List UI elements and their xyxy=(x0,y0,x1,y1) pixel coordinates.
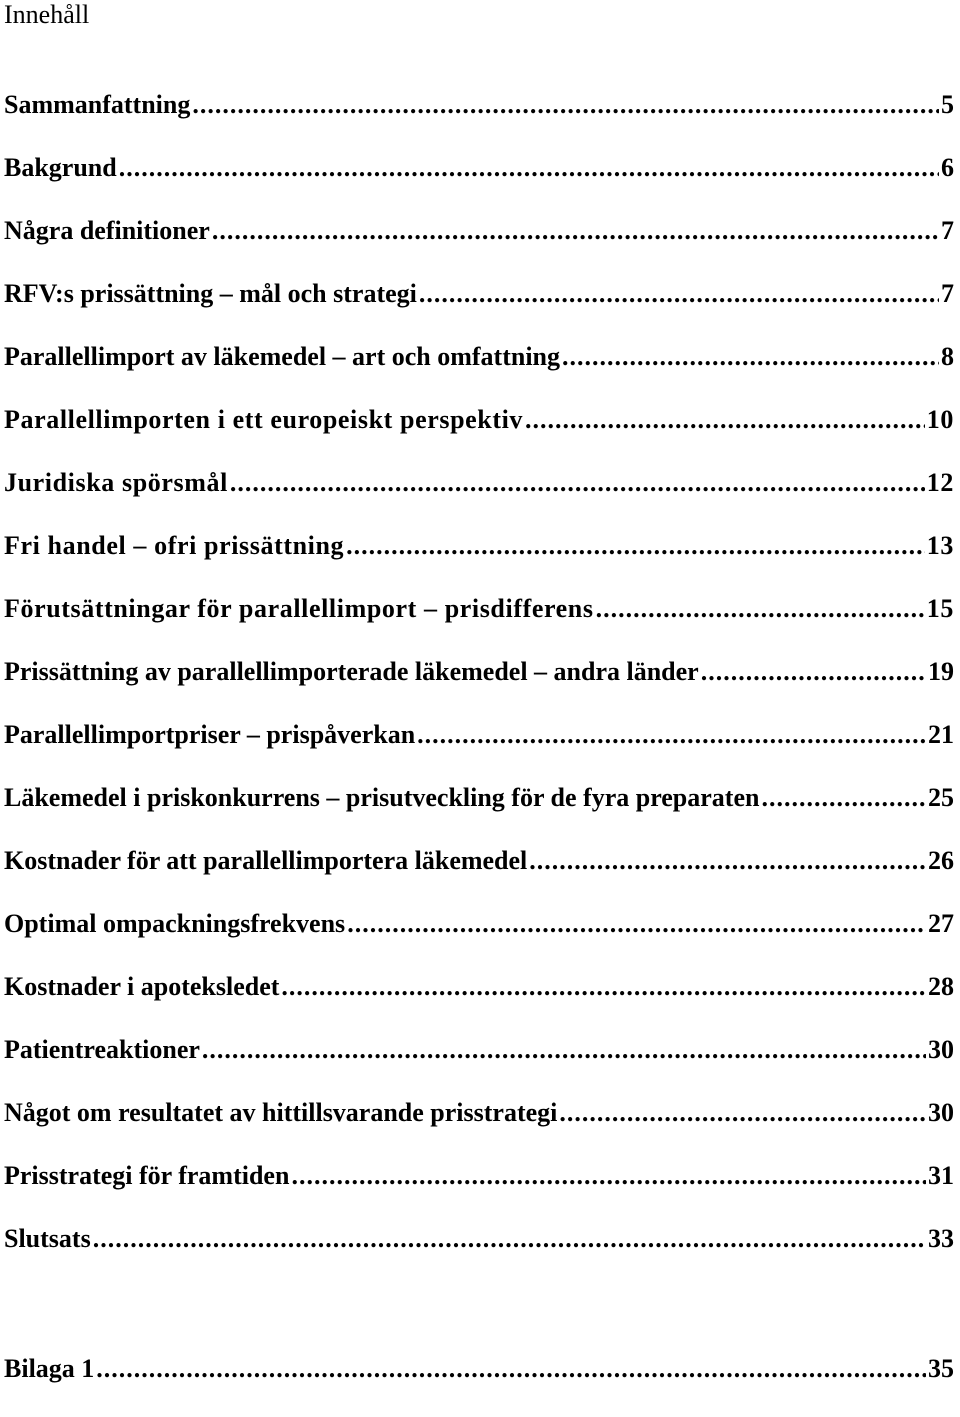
dot-leader xyxy=(525,405,925,435)
toc-entry-label: Bakgrund xyxy=(4,153,117,182)
toc-entry-page: 13 xyxy=(926,531,954,560)
toc-entry-page: 25 xyxy=(928,783,954,812)
toc-entry-label: Parallellimport av läkemedel – art och omfattning xyxy=(4,342,561,371)
toc-entry-page: 15 xyxy=(926,594,954,623)
toc-entry-page: 5 xyxy=(941,90,954,119)
toc-entry-prissattning-andra-lander[interactable] xyxy=(4,657,954,720)
toc-entry-resultatet-prisstrategi[interactable] xyxy=(4,1098,954,1161)
toc-entry-label: Förutsättningar för parallellimport – prisdifferens xyxy=(4,594,594,623)
toc-entry-page: 33 xyxy=(928,1224,954,1253)
dot-leader xyxy=(119,153,939,183)
dot-leader xyxy=(212,216,939,246)
toc-entry-label: Sammanfattning xyxy=(4,90,191,119)
toc-entry-parallellimport-art[interactable] xyxy=(4,342,954,405)
toc-entry-label: RFV:s prissättning – mål och strategi xyxy=(4,279,417,308)
toc-entry-prisstrategi-framtiden[interactable] xyxy=(4,1161,954,1224)
toc-entry-page: 35 xyxy=(928,1354,954,1383)
toc-entry-kostnader-parallellimportera[interactable] xyxy=(4,846,954,909)
toc-entry-page: 12 xyxy=(926,468,954,497)
dot-leader xyxy=(93,1224,926,1254)
toc-entry-europeiskt-perspektiv[interactable] xyxy=(4,405,954,468)
toc-entry-juridiska-sporsmal[interactable] xyxy=(4,468,954,531)
toc-entry-page: 30 xyxy=(928,1098,954,1127)
toc-entry-page: 10 xyxy=(926,405,954,434)
toc-entry-label: Parallellimporten i ett europeiskt perspektiv xyxy=(4,405,524,434)
toc-entry-slutsats[interactable] xyxy=(4,1224,954,1287)
toc-entry-bakgrund[interactable] xyxy=(4,153,954,216)
toc-entry-label: Patientreaktioner xyxy=(4,1035,200,1064)
dot-leader xyxy=(562,342,939,372)
toc-entry-lakemedel-priskonkurrens[interactable] xyxy=(4,783,954,846)
toc-entry-page: 30 xyxy=(928,1035,954,1064)
toc-entry-page: 6 xyxy=(941,153,954,182)
toc-entry-label: Läkemedel i priskonkurrens – prisutveckling för de fyra preparaten xyxy=(4,783,760,812)
toc-entry-page: 7 xyxy=(941,279,954,308)
toc-entry-optimal-ompackningsfrekvens[interactable] xyxy=(4,909,954,972)
toc-entry-label: Optimal ompackningsfrekvens xyxy=(4,909,346,938)
toc-list xyxy=(4,90,954,1287)
toc-entry-label: Fri handel – ofri prissättning xyxy=(4,531,345,560)
toc-entry-label: Juridiska spörsmål xyxy=(4,468,228,497)
toc-entry-parallellimportpriser[interactable] xyxy=(4,720,954,783)
toc-entry-patientreaktioner[interactable] xyxy=(4,1035,954,1098)
dot-leader xyxy=(419,279,939,309)
dot-leader xyxy=(701,657,926,687)
toc-entry-nagra-definitioner[interactable] xyxy=(4,216,954,279)
dot-leader xyxy=(192,90,939,120)
toc-entry-label: Kostnader i apoteksledet xyxy=(4,972,280,1001)
dot-leader xyxy=(559,1098,926,1128)
toc-entry-bilaga-1[interactable] xyxy=(4,1354,954,1417)
toc-entry-rfv-prissattning[interactable] xyxy=(4,279,954,342)
dot-leader xyxy=(291,1161,926,1191)
toc-entry-fri-handel[interactable] xyxy=(4,531,954,594)
toc-entry-page: 19 xyxy=(928,657,954,686)
toc-entry-page: 8 xyxy=(941,342,954,371)
toc-entry-page: 31 xyxy=(928,1161,954,1190)
dot-leader xyxy=(347,909,926,939)
toc-entry-label: Slutsats xyxy=(4,1224,91,1253)
toc-entry-label: Något om resultatet av hittillsvarande prisstrategi xyxy=(4,1098,558,1127)
toc-entry-label: Kostnader för att parallellimportera läkemedel xyxy=(4,846,528,875)
toc-entry-kostnader-apoteksledet[interactable] xyxy=(4,972,954,1035)
dot-leader xyxy=(230,468,925,498)
toc-entry-page: 7 xyxy=(941,216,954,245)
dot-leader xyxy=(202,1035,926,1065)
toc-entry-label: Prisstrategi för framtiden xyxy=(4,1161,290,1190)
toc-entry-label: Prissättning av parallellimporterade läkemedel – andra länder xyxy=(4,657,699,686)
dot-leader xyxy=(281,972,926,1002)
toc-entry-label: Bilaga 1 xyxy=(4,1354,95,1383)
dot-leader xyxy=(417,720,926,750)
toc-entry-page: 26 xyxy=(928,846,954,875)
dot-leader xyxy=(346,531,925,561)
toc-entry-sammanfattning[interactable] xyxy=(4,90,954,153)
toc-entry-page: 28 xyxy=(928,972,954,1001)
toc-entry-forutsattningar[interactable] xyxy=(4,594,954,657)
dot-leader xyxy=(596,594,925,624)
toc-entry-label: Några definitioner xyxy=(4,216,210,245)
toc-title: Innehåll xyxy=(4,0,90,29)
toc-entry-page: 21 xyxy=(928,720,954,749)
toc-entry-label: Parallellimportpriser – prispåverkan xyxy=(4,720,416,749)
dot-leader xyxy=(96,1354,926,1384)
dot-leader xyxy=(761,783,926,813)
toc-entry-page: 27 xyxy=(928,909,954,938)
dot-leader xyxy=(529,846,926,876)
